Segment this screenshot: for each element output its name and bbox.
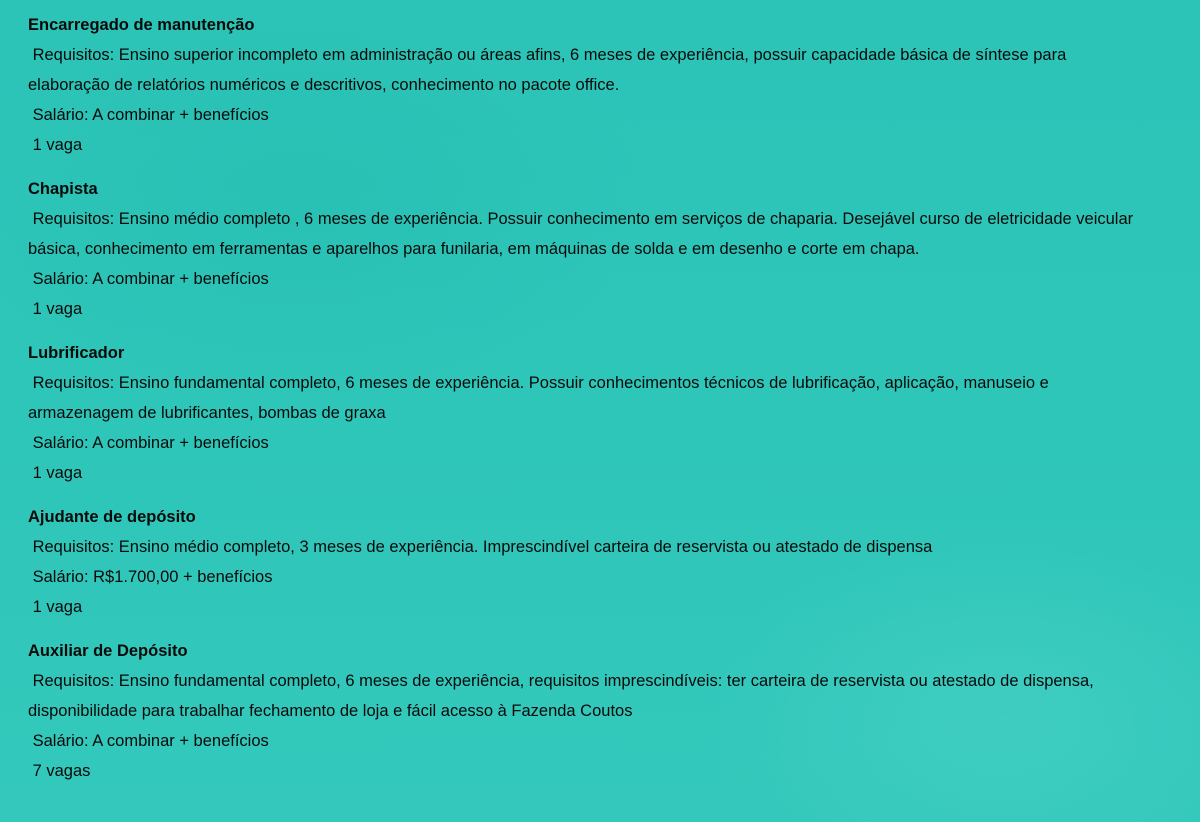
job-posting	[28, 502, 1138, 622]
job-posting	[28, 636, 1138, 786]
job-title: Ajudante de depósito	[28, 508, 196, 526]
job-openings: 1 vaga	[28, 136, 83, 154]
job-posting	[28, 338, 1138, 488]
job-requirements: Requisitos: Ensino superior incompleto em administração ou áreas afins, 6 meses de experiência, possuir capacidade básica de síntese para elaboração de relatórios numéricos e descritivos, conhecimento no pacote office.	[28, 46, 1071, 94]
job-requirements: Requisitos: Ensino médio completo, 3 meses de experiência. Imprescindível carteira de reservista ou atestado de dispensa	[28, 538, 933, 556]
job-title: Auxiliar de Depósito	[28, 642, 188, 660]
job-title: Lubrificador	[28, 344, 125, 362]
job-salary: Salário: R$1.700,00 + benefícios	[28, 568, 273, 586]
job-salary: Salário: A combinar + benefícios	[28, 732, 269, 750]
job-listings	[28, 10, 1138, 800]
job-openings: 1 vaga	[28, 464, 83, 482]
job-requirements: Requisitos: Ensino fundamental completo, 6 meses de experiência. Possuir conhecimentos técnicos de lubrificação, aplicação, manuseio e armazenagem de lubrificantes, bombas de graxa	[28, 374, 1054, 422]
job-requirements: Requisitos: Ensino médio completo , 6 meses de experiência. Possuir conhecimento em serviços de chaparia. Desejável curso de eletricidade veicular básica, conhecimento em ferramentas e aparelhos para funilaria, em máquinas de solda e em desenho e corte em chapa.	[28, 210, 1138, 258]
job-title: Chapista	[28, 180, 98, 198]
job-posting	[28, 10, 1138, 160]
job-salary: Salário: A combinar + benefícios	[28, 434, 269, 452]
job-salary: Salário: A combinar + benefícios	[28, 270, 269, 288]
job-openings: 1 vaga	[28, 300, 83, 318]
job-posting	[28, 174, 1138, 324]
job-title: Encarregado de manutenção	[28, 16, 255, 34]
job-salary: Salário: A combinar + benefícios	[28, 106, 269, 124]
job-openings: 1 vaga	[28, 598, 83, 616]
job-openings: 7 vagas	[28, 762, 91, 780]
job-requirements: Requisitos: Ensino fundamental completo, 6 meses de experiência, requisitos imprescindíveis: ter carteira de reservista ou atestado de dispensa, disponibilidade para trabalhar fechamento de loja e fácil acesso à Fazenda Coutos	[28, 672, 1099, 720]
